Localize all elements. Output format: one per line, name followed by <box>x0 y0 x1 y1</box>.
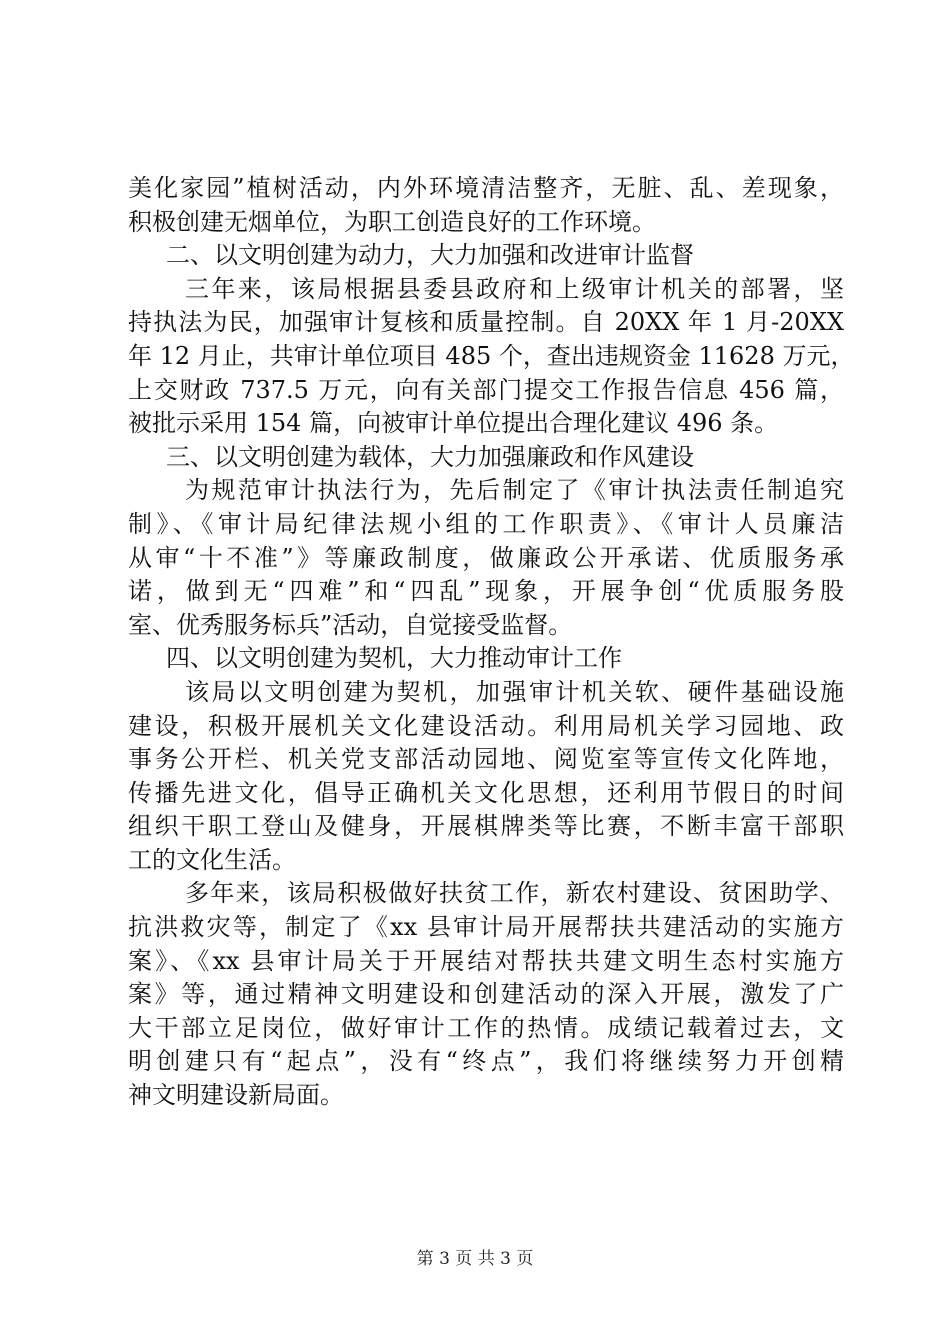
text-line: 组织干职工登山及健身，开展棋牌类等比赛，不断丰富干部职 <box>128 812 844 841</box>
text-line: 美化家园”植树活动，内外环境清洁整齐，无脏、乱、差现象， <box>128 174 844 202</box>
text-line: 事务公开栏、机关党支部活动园地、阅览室等宣传文化阵地， <box>128 745 844 774</box>
text-line: 传播先进文化，倡导正确机关文化思想，还利用节假日的时间 <box>128 778 844 807</box>
section-heading: 三、以文明创建为载体，大力加强廉政和作风建设 <box>166 442 694 471</box>
text-line: 该局以文明创建为契机，加强审计机关软、硬件基础设施 <box>185 677 844 706</box>
text-line: 持执法为民，加强审计复核和质量控制。自 20XX 年 1 月-20XX <box>128 308 844 337</box>
page-footer: 第 3 页 共 3 页 <box>416 1249 534 1269</box>
section-heading: 二、以文明创建为动力，大力加强和改进审计监督 <box>166 241 694 270</box>
text-line: 案》等，通过精神文明建设和创建活动的深入开展，激发了广 <box>128 980 844 1009</box>
text-line: 积极创建无烟单位，为职工创造良好的工作环境。 <box>128 207 656 236</box>
text-line: 抗洪救灾等，制定了《xx 县审计局开展帮扶共建活动的实施方 <box>128 913 844 942</box>
text-line: 工的文化生活。 <box>128 845 296 874</box>
text-line: 三年来，该局根据县委县政府和上级审计机关的部署，坚 <box>185 274 844 303</box>
text-line: 为规范审计执法行为，先后制定了《审计执法责任制追究 <box>185 476 844 505</box>
text-line: 案》、《xx 县审计局关于开展结对帮扶共建文明生态村实施方 <box>128 946 844 975</box>
text-line: 上交财政 737.5 万元，向有关部门提交工作报告信息 456 篇， <box>128 375 844 404</box>
text-line: 神文明建设新局面。 <box>128 1081 344 1110</box>
document-body <box>128 172 855 1113</box>
text-line: 诺，做到无“四难”和“四乱”现象，开展争创“优质服务股 <box>128 577 844 606</box>
text-line: 室、优秀服务标兵”活动，自觉接受监督。 <box>128 610 573 639</box>
text-line: 多年来，该局积极做好扶贫工作，新农村建设、贫困助学、 <box>185 879 844 908</box>
section-heading: 四、以文明创建为契机，大力推动审计工作 <box>166 644 622 673</box>
text-line: 从审“十不准”》等廉政制度，做廉政公开承诺、优质服务承 <box>128 543 844 572</box>
text-line: 年 12 月止，共审计单位项目 485 个，查出违规资金 11628 万元， <box>128 341 855 370</box>
text-line: 制》、《审计局纪律法规小组的工作职责》、《审计人员廉洁 <box>128 509 844 538</box>
text-line: 建设，积极开展机关文化建设活动。利用局机关学习园地、政 <box>128 711 844 740</box>
text-line: 被批示采用 154 篇，向被审计单位提出合理化建议 496 条。 <box>128 409 779 438</box>
text-line: 明创建只有“起点”，没有“终点”，我们将继续努力开创精 <box>128 1047 844 1076</box>
text-line: 大干部立足岗位，做好审计工作的热情。成绩记载着过去，文 <box>128 1013 844 1042</box>
